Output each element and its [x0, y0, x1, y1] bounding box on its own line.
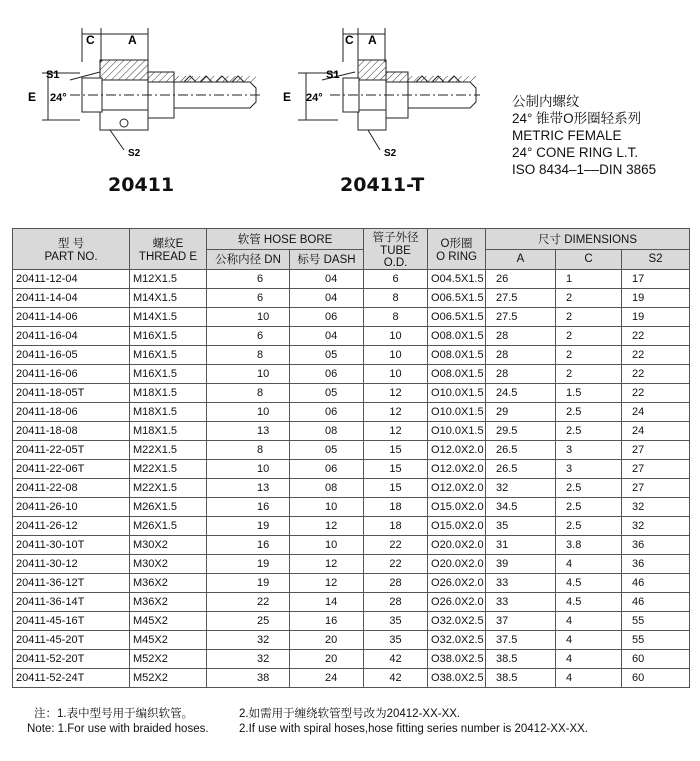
table-row: [13, 498, 690, 517]
cell-part-no: 20411-30-12: [13, 555, 130, 574]
cell-o-ring: O32.0X2.5: [428, 612, 486, 631]
cell-dim-s2: 55: [622, 612, 690, 631]
cell-dim-a: 24.5: [486, 384, 556, 403]
cell-dim-c: 4.5: [556, 593, 622, 612]
angle-label: 24°: [306, 92, 323, 104]
cell-tube-od: 28: [364, 593, 428, 612]
cell-dn: 19: [207, 574, 290, 593]
cell-part-no: 20411-16-06: [13, 365, 130, 384]
cell-dim-c: 3.8: [556, 536, 622, 555]
description-line: 24° 锥带O形圈轻系列: [512, 111, 642, 126]
cell-tube-od: 12: [364, 384, 428, 403]
cell-thread: M16X1.5: [130, 327, 207, 346]
cell-part-no: 20411-52-20T: [13, 650, 130, 669]
cell-o-ring: O10.0X1.5: [428, 384, 486, 403]
cell-dn: 19: [207, 517, 290, 536]
cell-dn: 10: [207, 403, 290, 422]
cell-dim-a: 27.5: [486, 308, 556, 327]
cell-dim-c: 2: [556, 308, 622, 327]
cell-dn: 8: [207, 384, 290, 403]
cell-dim-c: 2.5: [556, 422, 622, 441]
cell-dim-a: 38.5: [486, 669, 556, 688]
cell-tube-od: 35: [364, 631, 428, 650]
cell-dash: 06: [290, 460, 364, 479]
table-row: [13, 289, 690, 308]
dim-c-label: C: [345, 33, 354, 47]
note-cn-2: 2.如需用于缠绕软管型号改为20412-XX-XX.: [239, 708, 461, 720]
cell-dim-s2: 24: [622, 422, 690, 441]
table-row: [13, 479, 690, 498]
cell-dn: 6: [207, 327, 290, 346]
note-en-2: 2.If use with spiral hoses,hose fitting series number is 20412-XX-XX.: [239, 723, 589, 735]
cell-dim-a: 32: [486, 479, 556, 498]
table-row: [13, 650, 690, 669]
cell-dim-s2: 36: [622, 555, 690, 574]
cell-dim-a: 31: [486, 536, 556, 555]
cell-thread: M18X1.5: [130, 384, 207, 403]
cell-tube-od: 42: [364, 669, 428, 688]
cell-dim-c: 2.5: [556, 517, 622, 536]
cell-dn: 10: [207, 460, 290, 479]
cell-dash: 05: [290, 346, 364, 365]
dim-e-label: E: [283, 90, 292, 104]
cell-dim-c: 4: [556, 631, 622, 650]
cell-dim-s2: 19: [622, 289, 690, 308]
cell-dn: 32: [207, 650, 290, 669]
cell-dn: 6: [207, 289, 290, 308]
table-row: [13, 270, 690, 289]
cell-thread: M18X1.5: [130, 422, 207, 441]
cell-dim-s2: 32: [622, 498, 690, 517]
cell-o-ring: O10.0X1.5: [428, 403, 486, 422]
cell-dim-a: 39: [486, 555, 556, 574]
cell-o-ring: O26.0X2.0: [428, 593, 486, 612]
table-row: [13, 403, 690, 422]
cell-part-no: 20411-52-24T: [13, 669, 130, 688]
cell-part-no: 20411-14-06: [13, 308, 130, 327]
cell-dim-s2: 46: [622, 574, 690, 593]
cell-o-ring: O15.0X2.0: [428, 498, 486, 517]
header-part-no: 型 号 PART NO.: [13, 229, 130, 270]
dim-a-label: A: [128, 33, 137, 47]
cell-dim-s2: 27: [622, 441, 690, 460]
cell-dn: 6: [207, 270, 290, 289]
cell-o-ring: O20.0X2.0: [428, 555, 486, 574]
cell-o-ring: O12.0X2.0: [428, 441, 486, 460]
note-en-1: Note: 1.For use with braided hoses.: [27, 723, 209, 735]
cell-dash: 06: [290, 403, 364, 422]
cell-thread: M26X1.5: [130, 498, 207, 517]
cell-o-ring: O12.0X2.0: [428, 479, 486, 498]
cell-o-ring: O06.5X1.5: [428, 308, 486, 327]
cell-dash: 04: [290, 270, 364, 289]
cell-thread: M26X1.5: [130, 517, 207, 536]
fitting-drawing-20411: [28, 28, 262, 159]
note-cn-1: 注：1.表中型号用于编织软管。: [34, 708, 194, 720]
cell-dn: 25: [207, 612, 290, 631]
cell-thread: M22X1.5: [130, 479, 207, 498]
cell-part-no: 20411-36-14T: [13, 593, 130, 612]
cell-o-ring: O08.0X1.5: [428, 365, 486, 384]
header-thread: 螺纹E THREAD E: [130, 229, 207, 270]
cell-dim-s2: 17: [622, 270, 690, 289]
cell-dim-a: 37: [486, 612, 556, 631]
dim-a-label: A: [368, 33, 377, 47]
cell-dim-s2: 22: [622, 346, 690, 365]
cell-dim-a: 28: [486, 365, 556, 384]
table-row: [13, 365, 690, 384]
cell-dim-c: 2: [556, 346, 622, 365]
cell-dim-a: 27.5: [486, 289, 556, 308]
cell-tube-od: 12: [364, 422, 428, 441]
cell-dim-c: 4: [556, 669, 622, 688]
cell-part-no: 20411-18-06: [13, 403, 130, 422]
table-row: [13, 536, 690, 555]
cell-part-no: 20411-22-06T: [13, 460, 130, 479]
cell-thread: M22X1.5: [130, 441, 207, 460]
cell-dim-c: 4: [556, 650, 622, 669]
cell-dim-c: 2.5: [556, 498, 622, 517]
header-dim-a: A: [486, 249, 556, 270]
cell-tube-od: 10: [364, 327, 428, 346]
cell-dim-s2: 24: [622, 403, 690, 422]
cell-dim-c: 3: [556, 441, 622, 460]
cell-dash: 04: [290, 327, 364, 346]
cell-part-no: 20411-12-04: [13, 270, 130, 289]
header-dn: 公称内径 DN: [207, 249, 290, 270]
cell-tube-od: 18: [364, 498, 428, 517]
cell-dim-a: 38.5: [486, 650, 556, 669]
cell-thread: M18X1.5: [130, 403, 207, 422]
cell-dn: 16: [207, 536, 290, 555]
cell-thread: M14X1.5: [130, 289, 207, 308]
cell-dash: 16: [290, 612, 364, 631]
cell-dim-a: 37.5: [486, 631, 556, 650]
cell-dim-a: 33: [486, 574, 556, 593]
cell-dim-s2: 27: [622, 479, 690, 498]
cell-tube-od: 15: [364, 479, 428, 498]
cell-o-ring: O12.0X2.0: [428, 460, 486, 479]
cell-dn: 10: [207, 308, 290, 327]
product-description: [512, 93, 656, 178]
header-dimensions: 尺寸 DIMENSIONS: [486, 229, 690, 250]
cell-thread: M12X1.5: [130, 270, 207, 289]
cell-part-no: 20411-30-10T: [13, 536, 130, 555]
cell-thread: M30X2: [130, 536, 207, 555]
cell-dn: 19: [207, 555, 290, 574]
cell-dim-a: 26.5: [486, 441, 556, 460]
description-line: 24° CONE RING L.T.: [512, 145, 639, 160]
cell-dn: 38: [207, 669, 290, 688]
table-row: [13, 308, 690, 327]
cell-tube-od: 6: [364, 270, 428, 289]
cell-dash: 12: [290, 574, 364, 593]
cell-tube-od: 35: [364, 612, 428, 631]
cell-o-ring: O10.0X1.5: [428, 422, 486, 441]
cell-dim-c: 1: [556, 270, 622, 289]
cell-dim-s2: 36: [622, 536, 690, 555]
cell-dim-c: 4.5: [556, 574, 622, 593]
cell-o-ring: O15.0X2.0: [428, 517, 486, 536]
dim-s1-label: S1: [46, 69, 60, 81]
s2-label: S2: [128, 148, 141, 159]
cell-thread: M52X2: [130, 669, 207, 688]
cell-dim-s2: 19: [622, 308, 690, 327]
cell-tube-od: 28: [364, 574, 428, 593]
cell-thread: M14X1.5: [130, 308, 207, 327]
cell-part-no: 20411-26-10: [13, 498, 130, 517]
cell-dim-s2: 32: [622, 517, 690, 536]
cell-dim-c: 2: [556, 289, 622, 308]
part-number-title-20411: 20411: [108, 174, 175, 196]
cell-tube-od: 12: [364, 403, 428, 422]
cell-thread: M22X1.5: [130, 460, 207, 479]
table-row: [13, 631, 690, 650]
cell-tube-od: 8: [364, 308, 428, 327]
table-row: [13, 346, 690, 365]
table-row: [13, 441, 690, 460]
cell-part-no: 20411-45-20T: [13, 631, 130, 650]
cell-dim-c: 4: [556, 612, 622, 631]
cell-thread: M52X2: [130, 650, 207, 669]
cell-part-no: 20411-45-16T: [13, 612, 130, 631]
cell-dn: 8: [207, 346, 290, 365]
cell-dim-s2: 27: [622, 460, 690, 479]
header-dim-c: C: [556, 249, 622, 270]
cell-dim-c: 2.5: [556, 479, 622, 498]
cell-thread: M36X2: [130, 593, 207, 612]
cell-dim-a: 34.5: [486, 498, 556, 517]
cell-dim-c: 2: [556, 327, 622, 346]
table-row: [13, 593, 690, 612]
cell-o-ring: O20.0X2.0: [428, 536, 486, 555]
cell-dn: 13: [207, 479, 290, 498]
cell-dash: 06: [290, 365, 364, 384]
dim-e-label: E: [28, 90, 37, 104]
description-line: 公制内螺纹: [512, 94, 580, 109]
dim-s1-label: S1: [326, 69, 340, 81]
cell-o-ring: O08.0X1.5: [428, 327, 486, 346]
cell-dim-a: 26.5: [486, 460, 556, 479]
s2-label: S2: [384, 148, 397, 159]
description-line: ISO 8434–1––DIN 3865: [512, 162, 657, 177]
table-row: [13, 422, 690, 441]
footnotes: [27, 707, 595, 737]
cell-tube-od: 22: [364, 555, 428, 574]
cell-o-ring: O06.5X1.5: [428, 289, 486, 308]
cell-dn: 22: [207, 593, 290, 612]
cell-dim-a: 29.5: [486, 422, 556, 441]
cell-dash: 05: [290, 441, 364, 460]
cell-part-no: 20411-22-08: [13, 479, 130, 498]
cell-dash: 20: [290, 631, 364, 650]
cell-dim-s2: 22: [622, 327, 690, 346]
header-dash: 标号 DASH: [290, 249, 364, 270]
cell-dim-c: 1.5: [556, 384, 622, 403]
cell-dn: 8: [207, 441, 290, 460]
cell-dash: 24: [290, 669, 364, 688]
cell-tube-od: 42: [364, 650, 428, 669]
cell-dim-a: 28: [486, 327, 556, 346]
cell-part-no: 20411-16-04: [13, 327, 130, 346]
cell-part-no: 20411-18-08: [13, 422, 130, 441]
cell-o-ring: O32.0X2.5: [428, 631, 486, 650]
header-dim-s2: S2: [622, 249, 690, 270]
part-number-title-20411-t: 20411-T: [340, 174, 425, 196]
header-o-ring: O形圈 O RING: [428, 229, 486, 270]
cell-thread: M45X2: [130, 612, 207, 631]
cell-part-no: 20411-22-05T: [13, 441, 130, 460]
cell-dash: 14: [290, 593, 364, 612]
header-hose-bore: 软管 HOSE BORE: [207, 229, 364, 250]
cell-dim-a: 35: [486, 517, 556, 536]
cell-thread: M30X2: [130, 555, 207, 574]
cell-part-no: 20411-18-05T: [13, 384, 130, 403]
cell-dash: 08: [290, 422, 364, 441]
cell-part-no: 20411-36-12T: [13, 574, 130, 593]
cell-o-ring: O08.0X1.5: [428, 346, 486, 365]
cell-dim-c: 2: [556, 365, 622, 384]
description-line: METRIC FEMALE: [512, 128, 622, 143]
header-tube-od: 管子外径 TUBE O.D.: [364, 229, 428, 270]
cell-dash: 08: [290, 479, 364, 498]
cell-dim-c: 4: [556, 555, 622, 574]
cell-dim-s2: 55: [622, 631, 690, 650]
cell-dn: 16: [207, 498, 290, 517]
cell-tube-od: 15: [364, 441, 428, 460]
cell-dim-a: 28: [486, 346, 556, 365]
cell-o-ring: O26.0X2.0: [428, 574, 486, 593]
cell-dn: 13: [207, 422, 290, 441]
cell-dash: 10: [290, 498, 364, 517]
cell-thread: M16X1.5: [130, 365, 207, 384]
cell-part-no: 20411-26-12: [13, 517, 130, 536]
cell-thread: M36X2: [130, 574, 207, 593]
table-row: [13, 669, 690, 688]
fitting-drawing-20411-t: [283, 28, 480, 159]
cell-dash: 10: [290, 536, 364, 555]
cell-tube-od: 18: [364, 517, 428, 536]
spec-table: [12, 228, 690, 688]
table-row: [13, 555, 690, 574]
cell-dim-s2: 60: [622, 650, 690, 669]
cell-dash: 12: [290, 555, 364, 574]
cell-tube-od: 10: [364, 346, 428, 365]
cell-dim-s2: 22: [622, 365, 690, 384]
table-row: [13, 327, 690, 346]
cell-dash: 06: [290, 308, 364, 327]
cell-dim-a: 33: [486, 593, 556, 612]
table-row: [13, 517, 690, 536]
cell-dim-s2: 22: [622, 384, 690, 403]
cell-tube-od: 10: [364, 365, 428, 384]
cell-dash: 20: [290, 650, 364, 669]
cell-tube-od: 8: [364, 289, 428, 308]
cell-thread: M16X1.5: [130, 346, 207, 365]
cell-thread: M45X2: [130, 631, 207, 650]
cell-dim-c: 2.5: [556, 403, 622, 422]
cell-o-ring: O04.5X1.5: [428, 270, 486, 289]
cell-part-no: 20411-16-05: [13, 346, 130, 365]
cell-tube-od: 15: [364, 460, 428, 479]
cell-tube-od: 22: [364, 536, 428, 555]
table-row: [13, 574, 690, 593]
dim-c-label: C: [86, 33, 95, 47]
table-row: [13, 612, 690, 631]
cell-dim-s2: 46: [622, 593, 690, 612]
cell-dn: 10: [207, 365, 290, 384]
cell-dim-s2: 60: [622, 669, 690, 688]
cell-dim-a: 29: [486, 403, 556, 422]
cell-dash: 05: [290, 384, 364, 403]
cell-dim-a: 26: [486, 270, 556, 289]
cell-dim-c: 3: [556, 460, 622, 479]
cell-o-ring: O38.0X2.5: [428, 650, 486, 669]
cell-part-no: 20411-14-04: [13, 289, 130, 308]
cell-dash: 04: [290, 289, 364, 308]
cell-dash: 12: [290, 517, 364, 536]
cell-o-ring: O38.0X2.5: [428, 669, 486, 688]
angle-label: 24°: [50, 92, 67, 104]
cell-dn: 32: [207, 631, 290, 650]
table-row: [13, 384, 690, 403]
table-row: [13, 460, 690, 479]
